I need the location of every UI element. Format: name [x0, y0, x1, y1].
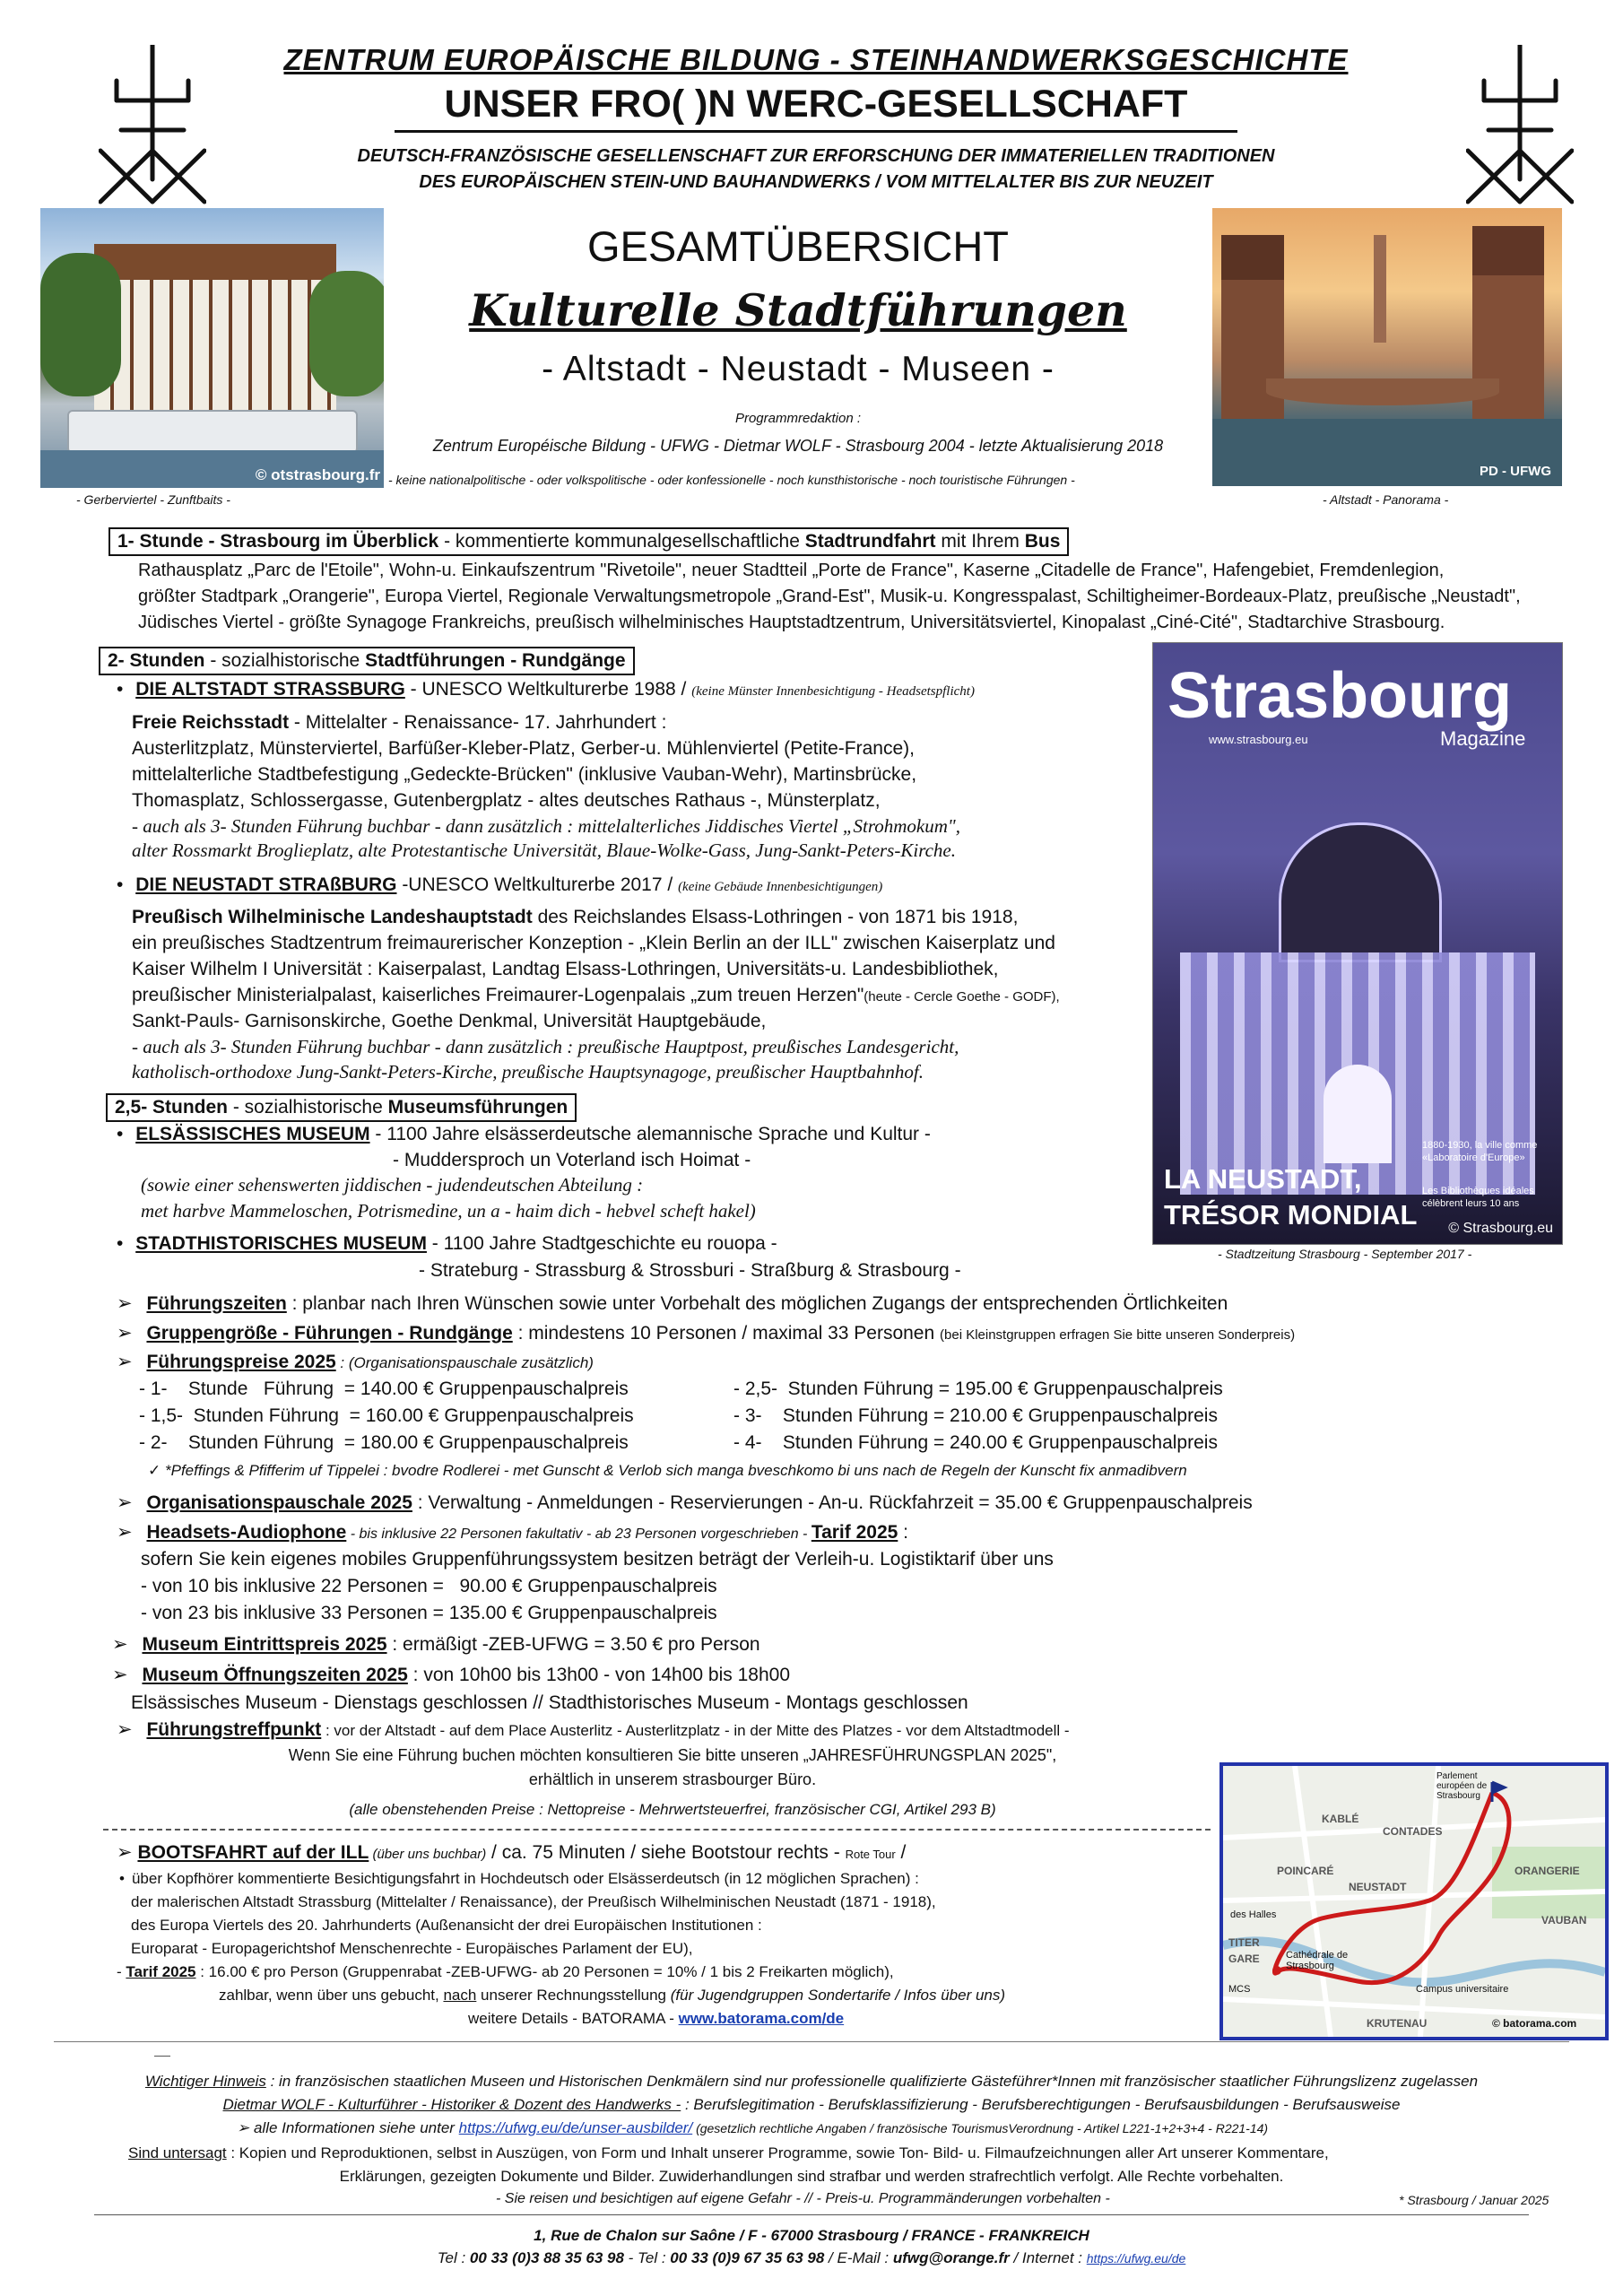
orangerie-park: [1492, 1847, 1605, 1918]
head-tarif: Tarif 2025: [811, 1522, 898, 1543]
dw-title: Dietmar WOLF - Kulturführer - Historiker & Dozent des Handwerks -: [222, 2096, 681, 2113]
plan-line1: Wenn Sie eine Führung buchen möchten konsultieren Sie bitte unseren „JAHRESFÜHRUNGSPLAN 2025",: [288, 1746, 1057, 1764]
head-label: Headsets-Audiophone: [146, 1522, 347, 1543]
price-left-1: - 1,5- Stunden Führung = 160.00 € Gruppenpauschalpreis: [139, 1405, 634, 1426]
magazine-copyright: © Strasbourg.eu: [1448, 1221, 1553, 1236]
gerberviertel-photo: [40, 208, 384, 488]
checkmark-icon: ✓: [148, 1462, 161, 1480]
neustadt-unesco: -UNESCO Weltkulturerbe 2017 /: [396, 874, 679, 895]
boat-line2: der malerischen Altstadt Strassburg (Mittelalter / Renaissance), der Preußisch Wilhelminischen Neustadt (1871 - 1918),: [131, 1893, 936, 1910]
boat-rote-tour: Rote Tour: [845, 1848, 896, 1861]
altstadt-line1: [132, 713, 666, 732]
map-label-8: GARE: [1228, 1952, 1260, 1965]
magazine-cover: [1152, 642, 1563, 1245]
boat-line7: [468, 2011, 844, 2026]
boat-title: BOOTSFAHRT auf der ILL: [137, 1842, 369, 1863]
unters-line2: Erklärungen, gezeigten Dokumente und Bilder. Zuwiderhandlungen sind strafbar und werden strafrechtlich verfolgt. Alle Rechte vorbehalten.: [339, 2168, 1284, 2185]
neustadt-line6: - auch als 3- Stunden Führung buchbar - dann zusätzlich : preußische Hauptpost, preußisches Landesgericht,: [132, 1036, 959, 1057]
magazine-side4: célèbrent leurs 10 ans: [1422, 1198, 1520, 1209]
neustadt-line1: [132, 908, 1018, 926]
map-label-0: Parlement européen de Strasbourg: [1436, 1771, 1488, 1801]
oeffnung-label: Museum Öffnungszeiten 2025: [142, 1665, 408, 1685]
section1-line1: Rathausplatz „Parc de l'Etoile", Wohn-u. Einkaufszentrum "Rivetoile", neuer Stadtteil „Porte de France", Kaserne „Citadelle de France", Hafengebiet, Fremdenlegion,: [138, 561, 1445, 580]
map-label-10: VAUBAN: [1541, 1914, 1587, 1926]
preise-note: : (Organisationspauschale zusätzlich): [335, 1354, 594, 1371]
right-photo-watermark: PD - UFWG: [1480, 464, 1551, 479]
neustadt-logenpalais: preußischer Ministerialpalast, kaiserliches Freimaurer-Logenpalais „zum treuen Herzen": [132, 985, 864, 1005]
boat-jugend: (für Jugendgruppen Sondertarife / Infos über uns): [670, 1987, 1006, 2004]
unters-text1: : Kopien und Reproduktionen, selbst in Auszügen, von Form und Inhalt unserer Programme, sowie Ton- Bild- u. Filmaufzeichnungen aller Art unserer Kommentare,: [226, 2144, 1329, 2161]
map-label-11: MCS: [1228, 1984, 1251, 1995]
preise-label: Führungspreise 2025: [146, 1352, 336, 1372]
dw-line: [36, 2097, 1587, 2112]
eintritt-text: : ermäßigt -ZEB-UFWG = 3.50 € pro Person: [386, 1634, 760, 1655]
altstadt-unesco: - UNESCO Weltkulturerbe 1988 /: [404, 679, 692, 700]
section3-title: 2,5- Stunden: [115, 1097, 229, 1118]
map-label-12: Campus universitaire: [1416, 1984, 1509, 1995]
section2-rundgaenge: Stadtführungen - Rundgänge: [365, 650, 626, 671]
map-label-1: KABLÉ: [1322, 1813, 1359, 1825]
redaktion-label: Programmredaktion :: [734, 411, 862, 426]
boat-title-rest: / ca. 75 Minuten / siehe Bootstour rechts -: [486, 1842, 846, 1863]
date-line: * Strasbourg / Januar 2025: [1399, 2193, 1549, 2207]
magazine-sub: Magazine: [1440, 727, 1526, 750]
info-preise: [117, 1352, 594, 1371]
redaktion-text: Zentrum Européische Bildung - UFWG - Dietmar WOLF - Strasbourg 2004 - letzte Aktualisierung 2018: [432, 437, 1164, 455]
footer-divider-bottom: [94, 2214, 1529, 2215]
org-text: : Verwaltung - Anmeldungen - Reservierungen - An-u. Rückfahrzeit = 35.00 € Gruppenpauschalpreis: [412, 1492, 1253, 1513]
section1-title: 1- Stunde - Strasbourg im Überblick: [117, 531, 439, 552]
neustadt-line4: [132, 986, 1060, 1004]
half-timbered-house: [94, 244, 336, 414]
hint-text: : in französischen staatlichen Museen und Historischen Denkmälern sind nur professionelle qualifizierte Gästeführer*Innen mit französischer staatlicher Führungslizenz zugelassen: [265, 2073, 1479, 2090]
pfeffing-text: *Pfeffings & Pfifferim uf Tippelei : bvodre Rodlerei - met Gunscht & Verlob sich manga bveschkomo bi uns nach de Regeln der Kunscht fix anmadibvern: [164, 1462, 1187, 1479]
tel-label: Tel :: [437, 2249, 470, 2266]
neustadt-line5: Sankt-Pauls- Garnisonskirche, Goethe Denkmal, Universität Hauptgebäude,: [132, 1011, 767, 1031]
subtitle: - Altstadt - Neustadt - Museen -: [542, 350, 1055, 388]
risk-line: - Sie reisen und besichtigen auf eigene Gefahr - // - Preis-u. Programmänderungen vorbehalten -: [496, 2191, 1110, 2206]
oeffnung-text: : von 10h00 bis 13h00 - von 14h00 bis 18h00: [407, 1665, 791, 1685]
alle-rest: (gesetzlich rechtliche Angaben / französische TourismusVerordnung - Artikel L221-1+2+3+4 - R221-14): [692, 2121, 1269, 2135]
magazine-side2: «Laboratoire d'Europe»: [1422, 1152, 1525, 1163]
map-svg: [1223, 1766, 1605, 2037]
mason-mark-left-icon: [99, 45, 206, 206]
altstadt-line6: alter Rossmarkt Broglieplatz, alte Protestantische Universität, Blaue-Wolke-Gass, Jung-Sankt-Peters-Kirche.: [132, 839, 956, 861]
boat-rechnung: unserer Rechnungsstellung: [476, 1987, 671, 2004]
section2-box: [99, 647, 635, 675]
section3-box: [106, 1093, 577, 1122]
section1-box: [108, 527, 1069, 556]
boat-tarif: - Tarif 2025 : 16.00 € pro Person (Gruppenrabat -ZEB-UFWG- ab 20 Personen = 10% / 1 bis 2 Freikarten möglich),: [117, 1963, 894, 1980]
panorama-photo: [1212, 208, 1562, 486]
magazine-headline2: TRÉSOR MONDIAL: [1164, 1199, 1418, 1231]
elsaessisch-heading: [117, 1125, 931, 1144]
boat-line6: [219, 1987, 1005, 2003]
neustadt-landeshauptstadt: Preußisch Wilhelminische Landeshauptstadt: [132, 907, 533, 927]
boat-line1: • über Kopfhörer kommentierte Besichtigungsfahrt in Hochdeutsch oder Elsässerdeutsch (in 12 möglichen Sprachen) :: [119, 1871, 919, 1886]
boat-nach: nach: [443, 1987, 477, 2004]
boat-line4: Europarat - Europagerichtshof Menschenrechte - Europäisches Parlament der EU),: [131, 1940, 693, 1957]
head-line2: sofern Sie kein eigenes mobiles Gruppenführungssystem besitzen beträgt der Verleih-u. Logistiktarif über uns: [141, 1549, 1054, 1570]
email-value[interactable]: ufwg@orange.fr: [892, 2249, 1010, 2266]
disclaimer: - keine nationalpolitische - oder volkspolitische - oder konfessionelle - noch kunsthistorische - noch touristische Führungen -: [388, 473, 1075, 487]
map-label-6: des Halles: [1230, 1909, 1277, 1920]
header-line1: ZENTRUM EUROPÄISCHE BILDUNG - STEINHANDWERKSGESCHICHTE: [283, 43, 1349, 76]
org-label: Organisationspauschale 2025: [146, 1492, 412, 1513]
elsaessisch-title: ELSÄSSISCHES MUSEUM: [135, 1124, 370, 1144]
section1-desc: - kommentierte kommunalgesellschaftliche: [438, 531, 805, 552]
boat-title-end: /: [895, 1842, 907, 1863]
zeiten-text: : planbar nach Ihren Wünschen sowie unter Vorbehalt des möglichen Zugangs der entsprechenden Örtlichkeiten: [286, 1293, 1228, 1314]
map-label-4: POINCARÉ: [1277, 1865, 1334, 1877]
section1-bus: Bus: [1024, 531, 1061, 552]
map-label-3: ORANGERIE: [1515, 1865, 1580, 1877]
magazine-title: Strasbourg: [1167, 660, 1513, 732]
treff-text: : vor der Altstadt - auf dem Place Austerlitz - Austerlitzplatz - in der Mitte des Platzes - vor dem Altstadtmodell -: [321, 1722, 1070, 1739]
neustadt-line2: ein preußisches Stadtzentrum freimaurerischer Konzeption - „Klein Berlin an der ILL" zwischen Kaiserplatz und: [132, 933, 1055, 953]
neustadt-reichsland: des Reichslandes Elsass-Lothringen - von 1871 bis 1918,: [532, 907, 1019, 927]
script-title: Kulturelle Stadtführungen: [469, 284, 1127, 336]
head-line3: - von 10 bis inklusive 22 Personen = 90.00 € Gruppenpauschalpreis: [141, 1576, 717, 1596]
altstadt-title: DIE ALTSTADT STRASSBURG: [135, 679, 405, 700]
netto-divider: [103, 1829, 1211, 1831]
stadthist-line2: - Strateburg - Strassburg & Strossburi - Straßburg & Strasbourg -: [419, 1260, 961, 1281]
gruppe-text: : mindestens 10 Personen / maximal 33 Personen: [512, 1323, 941, 1344]
gruppe-label: Gruppengröße - Führungen - Rundgänge: [146, 1323, 513, 1344]
info-gruppe: [117, 1324, 1295, 1343]
neustadt-goethe-note: (heute - Cercle Goethe - GODF),: [864, 989, 1060, 1004]
altstadt-epochs: - Mittelalter - Renaissance- 17. Jahrhundert :: [289, 712, 667, 733]
boat-line3: des Europa Viertels des 20. Jahrhunderts (Außenansicht der drei Europäischen Institutionen :: [131, 1917, 762, 1934]
section3-desc: - sozialhistorische: [228, 1097, 388, 1118]
section2-desc: - sozialhistorische: [204, 650, 366, 671]
email-label: / E-Mail :: [824, 2249, 893, 2266]
left-photo-watermark: © otstrasbourg.fr: [255, 466, 380, 483]
magazine-url: www.strasbourg.eu: [1209, 733, 1308, 746]
altstadt-line4: Thomasplatz, Schlossergasse, Gutenbergplatz - altes deutsches Rathaus -, Münsterplatz,: [132, 790, 881, 811]
info-eintritt: [112, 1635, 760, 1654]
boat-route-map: [1219, 1762, 1609, 2040]
map-label-13: KRUTENAU: [1367, 2017, 1428, 2030]
map-label-9: Cathédrale de Strasbourg: [1286, 1950, 1349, 1972]
map-label-7: TITER: [1228, 1936, 1260, 1949]
unters-line1: [128, 2145, 1329, 2161]
boat-zahlbar: zahlbar, wenn über uns gebucht,: [219, 1987, 444, 2004]
elsaessisch-line2: - Muddersproch un Voterland isch Hoimat -: [393, 1150, 751, 1170]
website-link[interactable]: https://ufwg.eu/de: [1086, 2251, 1186, 2266]
page-title: GESAMTÜBERSICHT: [586, 222, 1010, 270]
price-left-0: - 1- Stunde Führung = 140.00 € Gruppenpauschalpreis: [139, 1378, 629, 1399]
oeffnung-line2: Elsässisches Museum - Dienstags geschlossen // Stadthistorisches Museum - Montags geschlossen: [131, 1692, 968, 1713]
map-label-5: NEUSTADT: [1349, 1881, 1407, 1893]
tree-left: [40, 253, 121, 396]
tree-right: [309, 271, 384, 396]
gruppe-note: (bei Kleinstgruppen erfragen Sie bitte unseren Sonderpreis): [940, 1327, 1296, 1343]
altstadt-note: (keine Münster Innenbesichtigung - Headsetspflicht): [691, 684, 975, 699]
boat-heading: [117, 1843, 906, 1862]
route-stop-icon: [1272, 1966, 1281, 1975]
bridge: [1266, 378, 1499, 405]
section3-museum: Museumsführungen: [387, 1097, 568, 1118]
header-line4: DES EUROPÄISCHEN STEIN-UND BAUHANDWERKS / VOM MITTELALTER BIS ZUR NEUZEIT: [419, 172, 1213, 192]
hint-label: Wichtiger Hinweis: [144, 2073, 266, 2090]
hint-line: [36, 2074, 1587, 2089]
unters-label: Sind untersagt: [128, 2144, 227, 2161]
palace-dome: [1279, 822, 1442, 962]
elsaessisch-line3: (sowie einer sehenswerten jiddischen - judendeutschen Abteilung :: [141, 1174, 644, 1196]
alle-text: ➢ alle Informationen siehe unter: [237, 2119, 459, 2136]
boat-tarif-label: Tarif 2025: [126, 1963, 196, 1980]
footer-divider-mark: [154, 2056, 170, 2057]
section1-mit: mit Ihrem: [935, 531, 1025, 552]
neustadt-line7: katholisch-orthodoxe Jung-Sankt-Peters-Kirche, preußische Hauptsynagoge, preußischer Hauptbahnhof.: [132, 1061, 924, 1083]
price-left-2: - 2- Stunden Führung = 180.00 € Gruppenpauschalpreis: [139, 1432, 629, 1453]
plan-line2: erhältlich in unserem strasbourger Büro.: [528, 1770, 817, 1788]
tel2-value: 00 33 (0)9 67 35 63 98: [670, 2249, 825, 2266]
dw-rest: : Berufslegitimation - Berufsklassifizierung - Berufsberechtigungen - Berufsausbildungen - Berufsausweise: [681, 2096, 1401, 2113]
header-line3: DEUTSCH-FRANZÖSISCHE GESELLENSCHAFT ZUR ERFORSCHUNG DER IMMATERIELLEN TRADITIONEN: [357, 146, 1275, 166]
eintritt-label: Museum Eintrittspreis 2025: [142, 1634, 387, 1655]
map-copyright: © batorama.com: [1492, 2017, 1577, 2030]
netto-line: (alle obenstehenden Preise : Nettopreise - Mehrwertsteuerfrei, französischer CGI, Artikel 293 B): [349, 1801, 996, 1818]
right-photo-caption: - Altstadt - Panorama -: [1323, 492, 1449, 507]
stadthist-heading: [117, 1234, 777, 1253]
price-right-0: - 2,5- Stunden Führung = 195.00 € Gruppenpauschalpreis: [733, 1378, 1223, 1399]
neustadt-note: (keine Gebäude Innenbesichtigungen): [678, 880, 883, 894]
neustadt-title: DIE NEUSTADT STRAßBURG: [135, 874, 397, 895]
altstadt-line2: Austerlitzplatz, Münsterviertel, Barfüßer-Kleber-Platz, Gerber-u. Mühlenviertel (Petite-France),: [132, 738, 915, 759]
map-label-2: CONTADES: [1383, 1825, 1443, 1838]
contact-line: [36, 2250, 1587, 2266]
zeiten-label: Führungszeiten: [146, 1293, 287, 1314]
web-label: / Internet :: [1009, 2249, 1087, 2266]
cathedral-spire: [1374, 235, 1386, 343]
section1-line2: größter Stadtpark „Orangerie", Europa Viertel, Regionale Verwaltungsmetropole „Grand-Est", Musik-u. Kongresspalast, Schiltigheimer-Bordeaux-Platz, preußische „Neustadt",: [138, 587, 1521, 606]
head-colon: :: [898, 1522, 908, 1543]
tour-boat: [67, 410, 358, 454]
price-right-1: - 3- Stunden Führung = 210.00 € Gruppenpauschalpreis: [733, 1405, 1218, 1426]
treff-label: Führungstreffpunkt: [146, 1719, 322, 1740]
altstadt-reichsstadt: Freie Reichsstadt: [132, 712, 290, 733]
left-photo-caption: - Gerberviertel - Zunftbaits -: [76, 492, 230, 507]
magazine-caption: - Stadtzeitung Strasbourg - September 2017 -: [1218, 1247, 1472, 1261]
stadthist-line1: - 1100 Jahre Stadtgeschichte eu rouopa -: [426, 1233, 777, 1254]
info-headsets: [117, 1523, 908, 1542]
neustadt-line3: Kaiser Wilhelm I Universität : Kaiserpalast, Landtag Elsass-Lothringen, Universitäts-u. Landesbibliothek,: [132, 959, 999, 979]
boat-tarif-text: : 16.00 € pro Person (Gruppenrabat -ZEB-UFWG- ab 20 Personen = 10% / 1 bis 2 Freikarten möglich),: [195, 1963, 894, 1980]
magazine-side1: 1880-1930, la ville comme: [1422, 1140, 1538, 1151]
boat-title-note: (über uns buchbar): [369, 1847, 487, 1862]
elsaessisch-line1: - 1100 Jahre elsässerdeutsche alemannische Sprache und Kultur -: [369, 1124, 931, 1144]
alle-line: [237, 2120, 1268, 2135]
section2-title: 2- Stunden: [108, 650, 205, 671]
batorama-link[interactable]: www.batorama.com/de: [678, 2010, 845, 2027]
pfeffing-line: [148, 1463, 1187, 1479]
palace-door: [1324, 1065, 1392, 1163]
neustadt-heading: [117, 875, 882, 894]
info-treffpunkt: [117, 1720, 1070, 1739]
head-line4: - von 23 bis inklusive 33 Personen = 135.00 € Gruppenpauschalpreis: [141, 1603, 717, 1623]
boat-arrow-icon: ➢: [117, 1841, 133, 1863]
header-line2: UNSER FRO( )N WERC-GESELLSCHAFT: [444, 83, 1188, 126]
magazine-headline1: LA NEUSTADT,: [1164, 1163, 1362, 1195]
info-oeffnung: [112, 1665, 790, 1684]
section1-line3: Jüdisches Viertel - größte Synagoge Frankreichs, preußisch wilhelminisches Hauptstadtzentrum, Universitätsviertel, Kinopalast „Ciné-Cité", Stadtarchive Strasbourg.: [138, 613, 1445, 632]
mason-mark-right-icon: [1466, 45, 1574, 206]
tel-value: 00 33 (0)3 88 35 63 98: [469, 2249, 624, 2266]
price-right-2: - 4- Stunden Führung = 240.00 € Gruppenpauschalpreis: [733, 1432, 1218, 1453]
ausbilder-link[interactable]: https://ufwg.eu/de/unser-ausbilder/: [458, 2119, 693, 2136]
info-org: [117, 1493, 1253, 1512]
altstadt-heading: [117, 680, 975, 699]
altstadt-line3: mittelalterliche Stadtbefestigung „Gedeckte-Brücken" (inklusive Vauban-Wehr), Martinsbrücke,: [132, 764, 917, 785]
boat-details: weitere Details - BATORAMA -: [468, 2010, 679, 2027]
tel2-label: - Tel :: [623, 2249, 671, 2266]
head-note: - bis inklusive 22 Personen fakultativ - ab 23 Personen vorgeschrieben -: [346, 1526, 812, 1542]
elsaessisch-line4: met harbve Mammeloschen, Potrismedine, un a - haim dich - hebvel scheft hakel): [141, 1200, 756, 1222]
section1-stadtrundfahrt: Stadtrundfahrt: [804, 531, 936, 552]
info-zeiten: [117, 1294, 1228, 1313]
header-line2-underline: [395, 130, 1237, 133]
magazine-side3: Les Bibliothèques idéales: [1422, 1186, 1534, 1196]
address-line: 1, Rue de Chalon sur Saône / F - 67000 Strasbourg / FRANCE - FRANKREICH: [534, 2227, 1089, 2244]
stadthist-title: STADTHISTORISCHES MUSEUM: [135, 1233, 427, 1254]
altstadt-line5: - auch als 3- Stunden Führung buchbar - dann zusätzlich : mittelalterliches Jiddisches Viertel „Strohmokum",: [132, 815, 960, 837]
footer-divider-top: [54, 2041, 1569, 2042]
